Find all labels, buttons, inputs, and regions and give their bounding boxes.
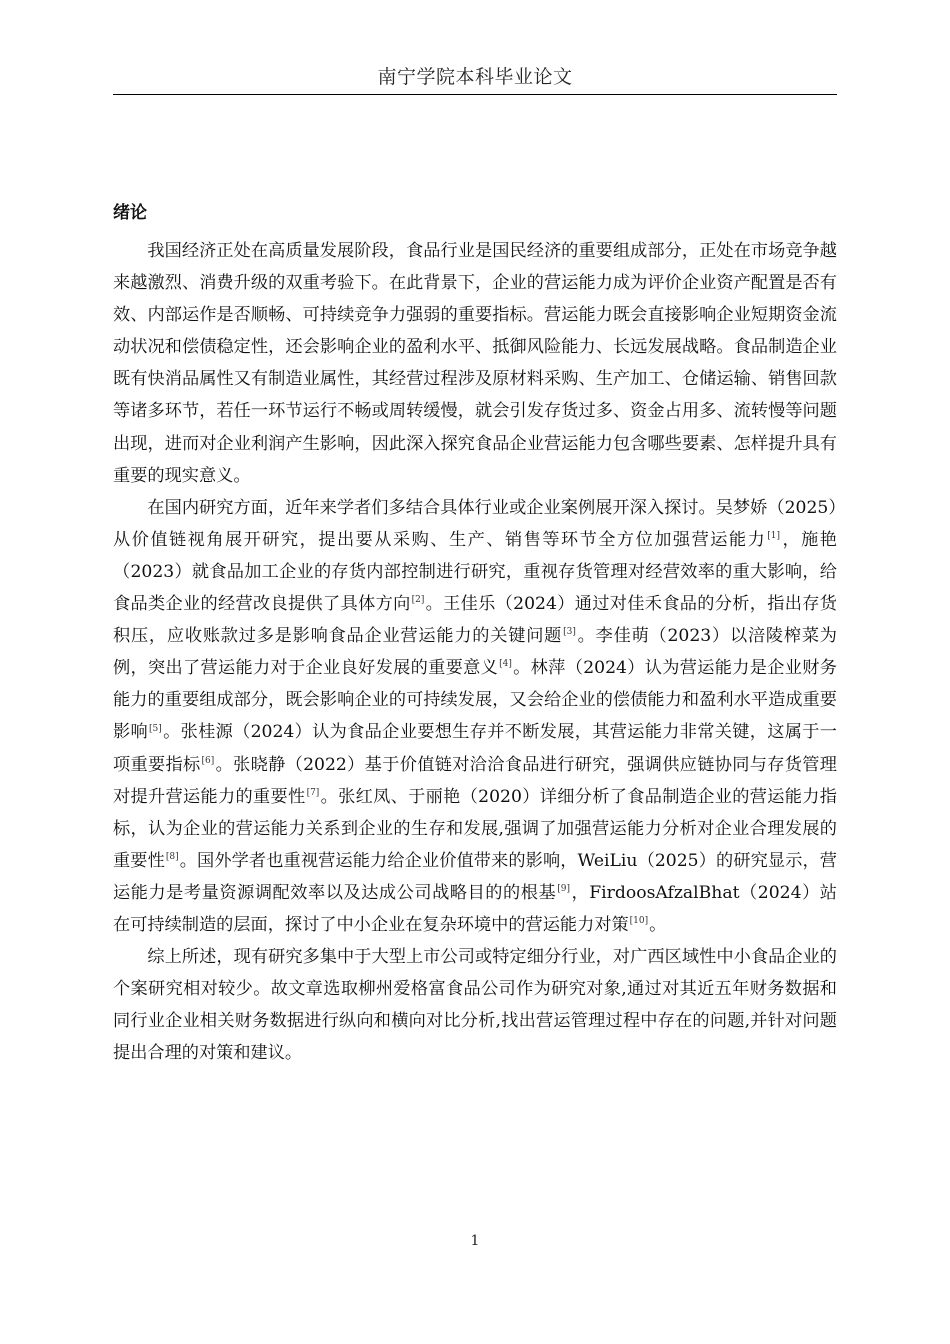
citation-5[interactable]: [5] <box>149 723 162 734</box>
text-segment: 在国内研究方面，近年来学者们多结合具体行业或企业案例展开深入探讨。吴梦娇（2025）从价值链视角展开研究，提出要从采购、生产、销售等环节全方位加强营运能力 <box>113 497 837 550</box>
citation-2[interactable]: [2] <box>411 595 425 606</box>
paragraph-background: 我国经济正处在高质量发展阶段，食品行业是国民经济的重要组成部分，正处在市场竞争越来越激烈、消费升级的双重考验下。在此背景下，企业的营运能力成为评价企业资产配置是否有效、内部运作是否顺畅、可持续竞争力强弱的重要指标。营运能力既会直接影响企业短期资金流动状况和偿债稳定性，还会影响企业的盈利水平、抵御风险能力、长远发展战略。食品制造企业既有快消品属性又有制造业属性，其经营过程涉及原材料采购、生产加工、仓储运输、销售回款等诸多环节，若任一环节运行不畅或周转缓慢，就会引发存货过多、资金占用多、流转慢等问题出现，进而对企业利润产生影响，因此深入探究食品企业营运能力包含哪些要素、怎样提升具有重要的现实意义。 <box>113 241 837 486</box>
citation-10[interactable]: [10] <box>629 916 649 927</box>
paragraph-literature-review <box>113 492 837 941</box>
text-segment: ，FirdoosAfzalBhat（2024）站在可持续制造的层面，探讨了中小企业在复杂环境中的营运能力对策 <box>113 882 837 935</box>
citation-4[interactable]: [4] <box>499 659 512 670</box>
citation-7[interactable]: [7] <box>306 787 320 798</box>
citation-3[interactable]: [3] <box>563 627 576 638</box>
text-segment: 。张红凤、于丽艳（2020）详细分析了食品制造企业的营运能力指标，认为企业的营运能力关系到企业的生存和发展,强调了加强营运能力分析对企业合理发展的重要性 <box>113 786 837 871</box>
page-number: 1 <box>470 1233 480 1249</box>
body-text <box>113 235 837 1069</box>
text-segment: ，施艳（2023）就食品加工企业的存货内部控制进行研究，重视存货管理对经营效率的重大影响，给食品类企业的经营改良提供了具体方向 <box>113 529 837 615</box>
header-divider <box>113 94 837 95</box>
citation-1[interactable]: [1] <box>767 531 780 542</box>
paragraph-summary: 综上所述，现有研究多集中于大型上市公司或特定细分行业，对广西区域性中小食品企业的个案研究相对较少。故文章选取柳州爱格富食品公司作为研究对象,通过对其近五年财务数据和同行业企业相关财务数据进行纵向和横向对比分析,找出营运管理过程中存在的问题,并针对问题提出合理的对策和建议。 <box>113 947 837 1064</box>
text-segment: 。王佳乐（2024）通过对佳禾食品的分析，指出存货积压，应收账款过多是影响食品企业营运能力的关键问题 <box>113 594 837 647</box>
text-segment: 。 <box>649 914 667 935</box>
running-header-title: 南宁学院本科毕业论文 <box>377 66 573 88</box>
text-segment: 。张晓静（2022）基于价值链对洽洽食品进行研究，强调供应链协同与存货管理对提升营运能力的重要性 <box>113 754 837 807</box>
text-segment: 。李佳萌（2023）以涪陵榨菜为例，突出了营运能力对于企业良好发展的重要意义 <box>113 626 837 679</box>
section-heading: 绪论 <box>113 203 147 223</box>
text-segment: 。张桂源（2024）认为食品企业要想生存并不断发展，其营运能力非常关键，这属于一项重要指标 <box>113 722 837 775</box>
citation-6[interactable]: [6] <box>201 755 215 766</box>
text-segment: 。国外学者也重视营运能力给企业价值带来的影响，WeiLiu（2025）的研究显示，营运能力是考量资源调配效率以及达成公司战略目的的根基 <box>113 850 837 903</box>
citation-8[interactable]: [8] <box>165 852 179 863</box>
text-segment: 。林萍（2024）认为营运能力是企业财务能力的重要组成部分，既会影响企业的可持续发展，又会给企业的偿债能力和盈利水平造成重要影响 <box>113 658 837 743</box>
citation-9[interactable]: [9] <box>557 884 570 895</box>
